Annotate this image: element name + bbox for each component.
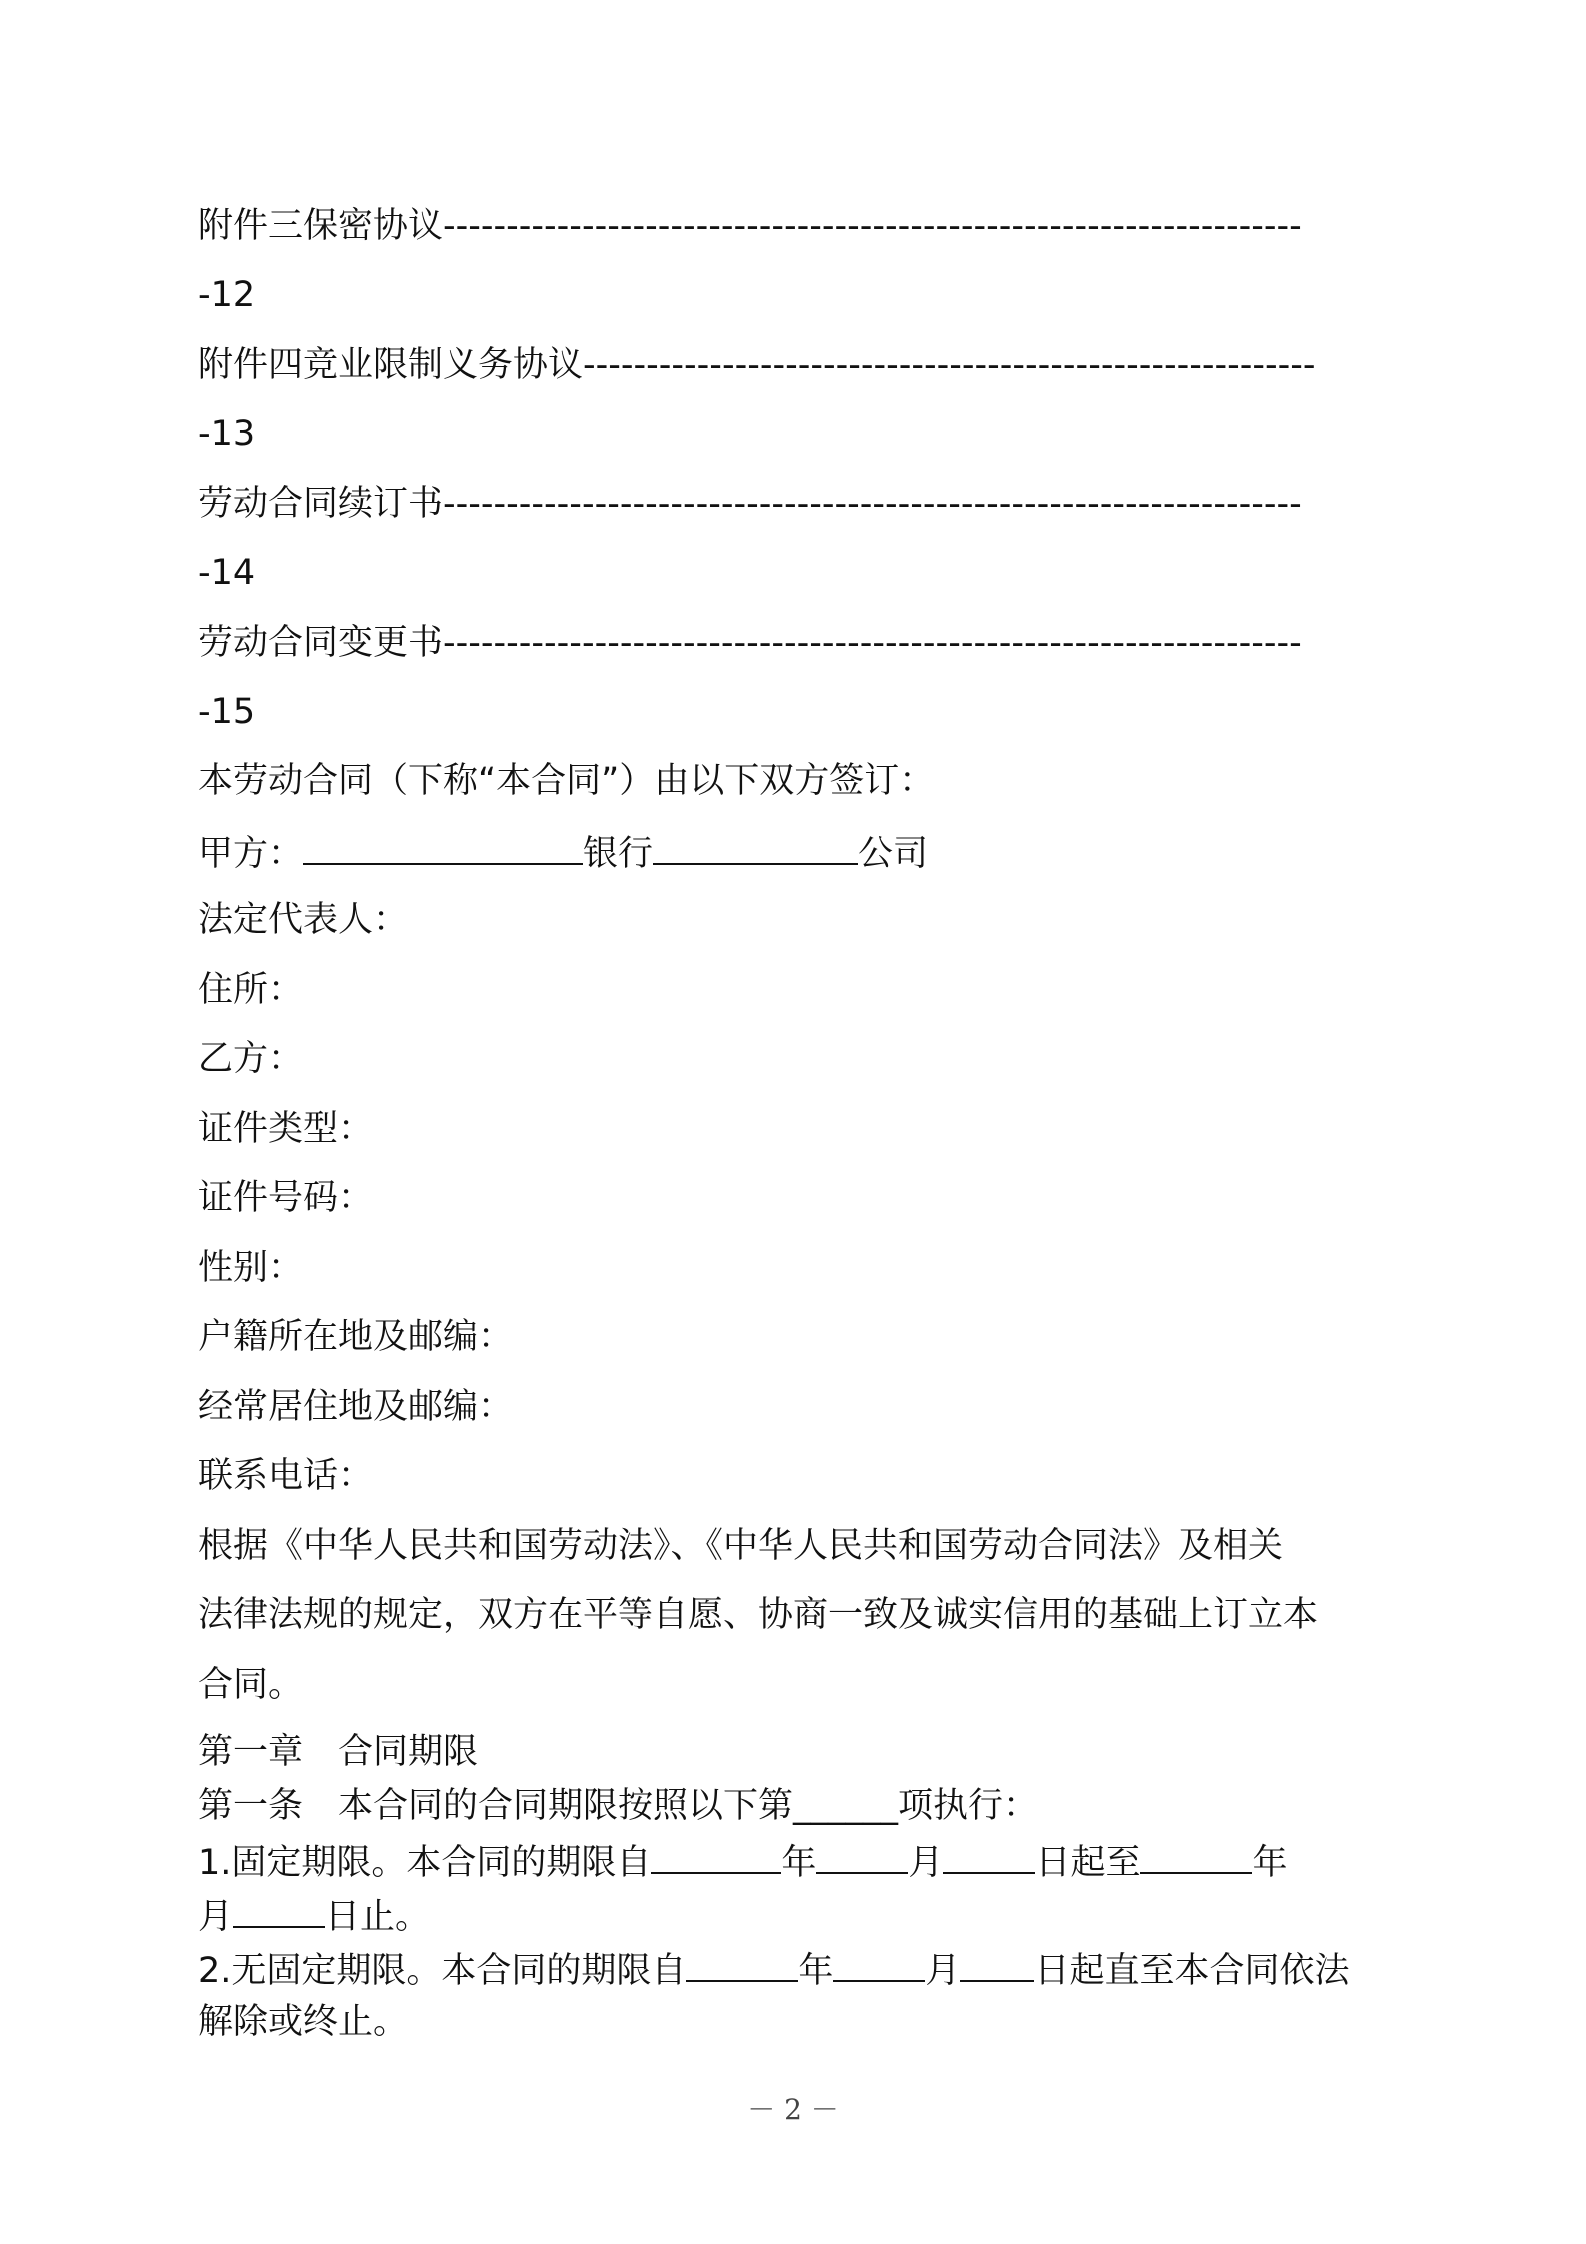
item-2-day-blank [960, 1946, 1034, 1982]
item-1-text: 1.固定期限。本合同的期限自 [198, 1843, 652, 1883]
item-1-month-blank [816, 1838, 908, 1874]
toc-leader: -------------------------------------------------------------------- [443, 484, 1302, 524]
basis-line-3: 合同。 [198, 1665, 304, 1705]
item-1-year-blank [651, 1838, 781, 1874]
toc-leader: -------------------------------------------------------------------- [443, 623, 1302, 663]
toc-leader: -------------------------------------------------------------------- [443, 206, 1302, 246]
item-1-year: 年 [781, 1843, 817, 1883]
item-1-day-end-blank [233, 1892, 325, 1928]
field-phone: 联系电话： [198, 1456, 374, 1496]
chapter-heading: 第一章 合同期限 [198, 1732, 479, 1772]
party-a-company-label: 公司 [858, 834, 929, 874]
item-2-line-1 [198, 1946, 1349, 1993]
item-1-line-2 [198, 1892, 430, 1939]
article-1-suffix: 项执行： [898, 1786, 1039, 1826]
party-a-label: 甲方： [198, 834, 304, 874]
item-2-year: 年 [798, 1951, 834, 1991]
item-2-line-2: 解除或终止。 [198, 2002, 409, 2042]
field-residence: 经常居住地及邮编： [198, 1387, 514, 1427]
item-1-line-1 [198, 1838, 1287, 1885]
field-household-registration: 户籍所在地及邮编： [198, 1317, 514, 1357]
contract-intro: 本劳动合同（下称“本合同”）由以下双方签订： [198, 761, 935, 801]
toc-page-3: -14 [198, 553, 256, 593]
party-a-bank-label: 银行 [583, 834, 654, 874]
toc-leader: ---------------------------------------------------------- [583, 345, 1316, 385]
item-1-month: 月 [908, 1843, 944, 1883]
item-1-year2-blank [1140, 1838, 1252, 1874]
article-1-prefix: 第一条 本合同的合同期限按照以下第 [198, 1786, 794, 1826]
toc-entry-1 [198, 204, 1302, 248]
item-2-month: 月 [925, 1951, 961, 1991]
toc-entry-3 [198, 482, 1302, 526]
basis-line-1: 根据《中华人民共和国劳动法》、《中华人民共和国劳动合同法》及相关 [198, 1526, 1284, 1566]
item-1-year2: 年 [1252, 1843, 1288, 1883]
toc-entry-4 [198, 621, 1302, 665]
field-id-number: 证件号码： [198, 1178, 374, 1218]
toc-page-4: -15 [198, 692, 256, 732]
article-1-blank: ______ [793, 1786, 899, 1826]
field-address: 住所： [198, 970, 304, 1010]
field-party-b: 乙方： [198, 1039, 304, 1079]
toc-title: 附件四竞业限制义务协议 [198, 345, 584, 385]
item-1-day-to: 日起至 [1035, 1843, 1141, 1883]
item-1-day-blank [943, 1838, 1035, 1874]
toc-title: 劳动合同续订书 [198, 484, 444, 524]
toc-page-1: -12 [198, 275, 256, 315]
field-legal-rep: 法定代表人： [198, 900, 409, 940]
toc-entry-2 [198, 343, 1316, 387]
basis-line-2: 法律法规的规定，双方在平等自愿、协商一致及诚实信用的基础上订立本 [198, 1595, 1319, 1635]
toc-title: 附件三保密协议 [198, 206, 444, 246]
item-2-rest: 日起直至本合同依法 [1034, 1951, 1350, 1991]
party-a-line [198, 829, 928, 876]
item-2-month-blank [833, 1946, 925, 1982]
page-number: － 2 － [747, 2093, 839, 2126]
item-1-month2: 月 [198, 1897, 234, 1937]
toc-title: 劳动合同变更书 [198, 623, 444, 663]
field-id-type: 证件类型： [198, 1109, 374, 1149]
item-1-day-end: 日止。 [325, 1897, 431, 1937]
item-2-text: 2.无固定期限。本合同的期限自 [198, 1951, 687, 1991]
article-1 [198, 1784, 1038, 1828]
party-a-bank-blank [303, 829, 583, 865]
toc-page-2: -13 [198, 414, 256, 454]
item-2-year-blank [686, 1946, 798, 1982]
party-a-company-blank [653, 829, 858, 865]
field-gender: 性别： [198, 1248, 304, 1288]
